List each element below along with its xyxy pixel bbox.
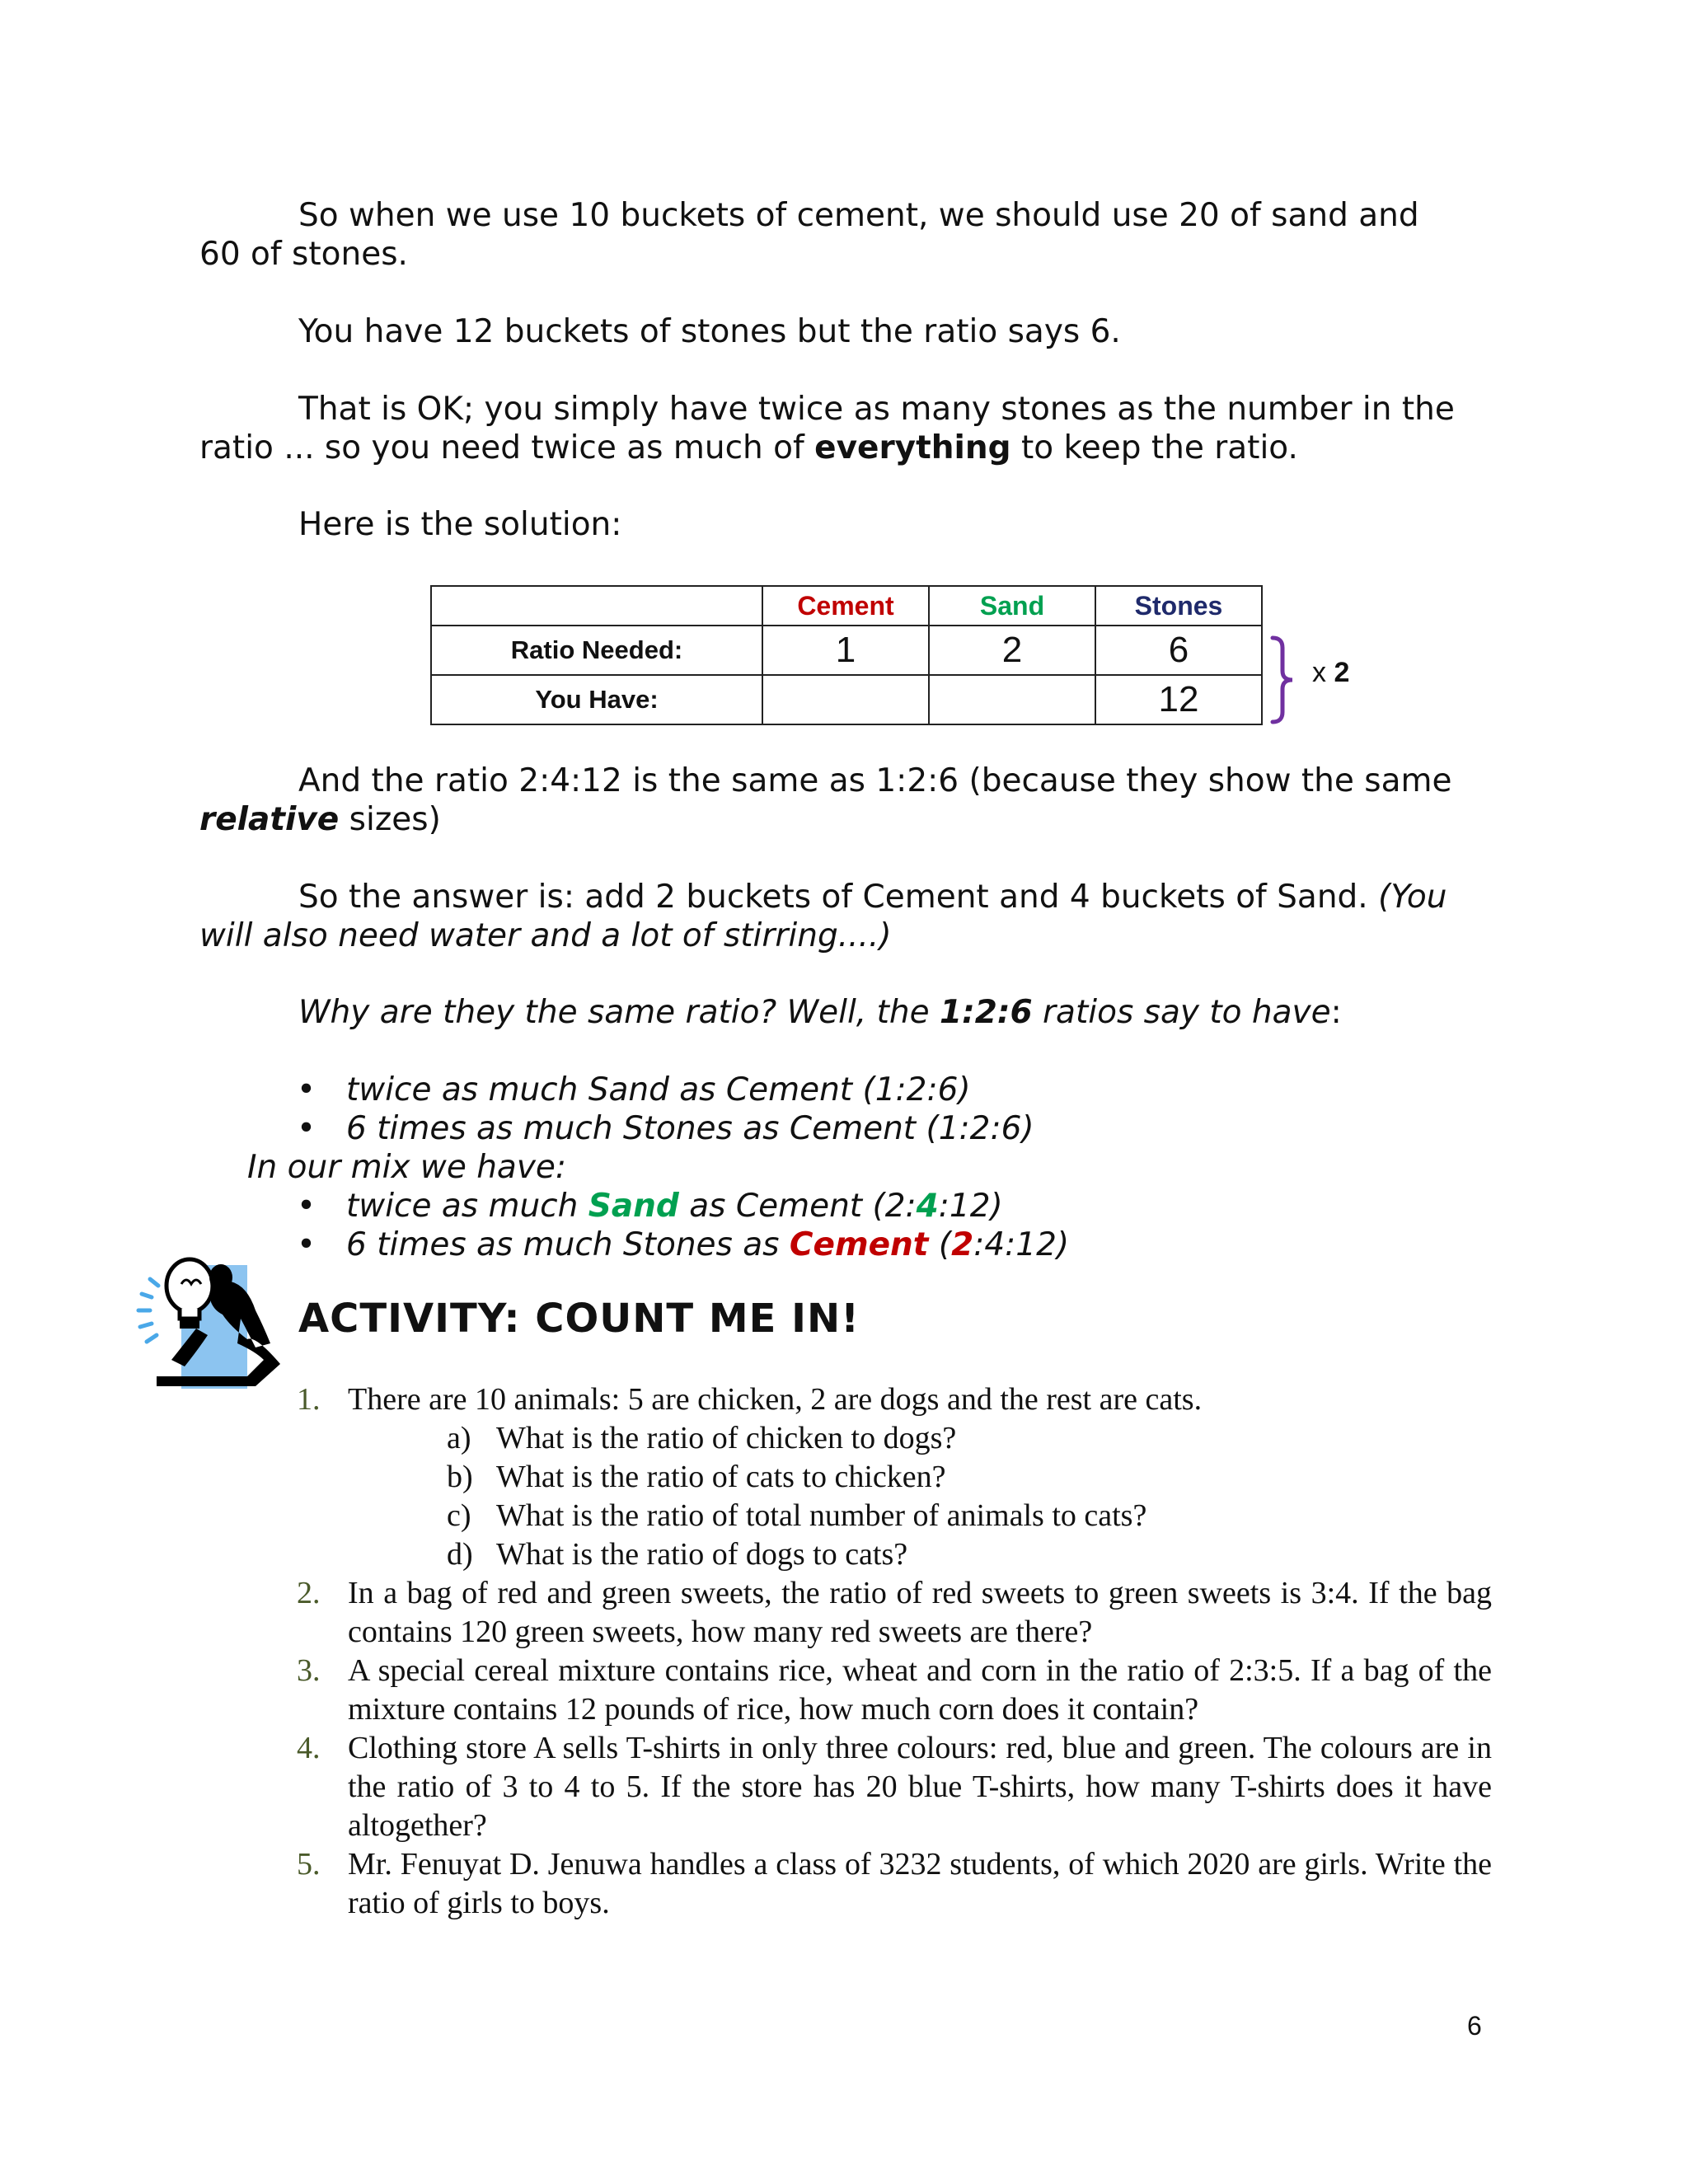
question-number: 2. bbox=[297, 1576, 321, 1610]
paragraph-text: You have 12 buckets of stones but the ratio says 6. bbox=[298, 313, 1121, 350]
sub-question-item bbox=[447, 1535, 1492, 1574]
paragraph-stones bbox=[199, 312, 1469, 351]
list-item: • 6 times as much Stones as Cement (1:2:6) bbox=[297, 1109, 1451, 1148]
table-header-sand: Sand bbox=[929, 586, 1095, 626]
question-number: 1. bbox=[297, 1382, 321, 1417]
paragraph-text: : bbox=[1330, 994, 1342, 1031]
page-number: 6 bbox=[1467, 2011, 1482, 2041]
sub-question-letter: c) bbox=[447, 1498, 471, 1533]
paragraph-answer bbox=[199, 878, 1469, 955]
sub-question-text: What is the ratio of chicken to dogs? bbox=[496, 1421, 957, 1455]
list-item: • twice as much Sand as Cement (1:2:6) bbox=[297, 1071, 1451, 1109]
paragraph-why-same bbox=[199, 993, 1469, 1032]
mix-intro: In our mix we have: bbox=[247, 1149, 567, 1186]
question-text: A special cereal mixture contains rice, wheat and corn in the ratio of 2:3:5. If a bag of the mixture contains 12 pounds of rice, how much corn does it contain? bbox=[348, 1653, 1492, 1727]
sub-question-letter: d) bbox=[447, 1537, 473, 1572]
table-cell: 12 bbox=[1095, 675, 1262, 724]
table-corner-cell bbox=[431, 586, 762, 626]
table-row-label: Ratio Needed: bbox=[431, 626, 762, 675]
paragraph-cement-sand bbox=[199, 196, 1469, 274]
curly-brace-icon bbox=[1268, 635, 1301, 725]
italic-text: (You will also need water and a lot of stirring....) bbox=[199, 879, 1447, 954]
sub-question-text: What is the ratio of cats to chicken? bbox=[496, 1460, 946, 1494]
highlight-sand: Sand bbox=[588, 1188, 679, 1225]
paragraph-text: So when we use 10 buckets of cement, we should use 20 of sand and 60 of stones. bbox=[199, 197, 1419, 273]
question-number: 5. bbox=[297, 1847, 321, 1882]
list-item bbox=[297, 1187, 1451, 1226]
list-text: 6 times as much Stones as bbox=[346, 1226, 790, 1263]
list-item bbox=[297, 1226, 1451, 1264]
table-cell: 1 bbox=[762, 626, 929, 675]
paragraph-text: sizes) bbox=[339, 801, 441, 838]
question-item bbox=[297, 1574, 1492, 1652]
italic-text: Why are they the same ratio? Well, the bbox=[298, 994, 940, 1031]
question-text: There are 10 animals: 5 are chicken, 2 are dogs and the rest are cats. bbox=[348, 1382, 1203, 1417]
table-header-row bbox=[431, 586, 1262, 626]
table-row bbox=[431, 675, 1262, 724]
paragraph-text: Here is the solution: bbox=[298, 506, 622, 543]
question-text: Mr. Fenuyat D. Jenuwa handles a class of 3232 students, of which 2020 are girls. Write the ratio of girls to boys. bbox=[348, 1847, 1492, 1920]
highlight-cement: Cement bbox=[789, 1226, 929, 1263]
highlight-number: 2 bbox=[951, 1226, 974, 1263]
sub-question-item bbox=[447, 1419, 1492, 1458]
sub-question-item bbox=[447, 1497, 1492, 1535]
italic-text: ratios say to have bbox=[1032, 994, 1331, 1031]
sub-question-list bbox=[348, 1419, 1492, 1574]
paragraph-solution-intro bbox=[199, 505, 1469, 544]
sub-question-text: What is the ratio of total number of animals to cats? bbox=[496, 1498, 1147, 1533]
list-text: as Cement (2: bbox=[678, 1188, 917, 1225]
multiplier-prefix: x bbox=[1312, 657, 1334, 688]
question-item bbox=[297, 1729, 1492, 1845]
paragraph-same-ratio bbox=[199, 762, 1469, 839]
list-text: :4:12) bbox=[973, 1226, 1070, 1263]
table-cell: 2 bbox=[929, 626, 1095, 675]
question-item bbox=[297, 1380, 1492, 1574]
sub-question-item bbox=[447, 1458, 1492, 1497]
question-item bbox=[297, 1845, 1492, 1923]
question-list bbox=[297, 1380, 1492, 1923]
paragraph-twice-stones bbox=[199, 390, 1469, 467]
multiplier-value: 2 bbox=[1334, 657, 1350, 688]
bullet-list-mix bbox=[297, 1187, 1451, 1264]
highlight-number: 4 bbox=[916, 1188, 939, 1225]
multiplier-label bbox=[1312, 657, 1349, 689]
table-cell bbox=[929, 675, 1095, 724]
table-header-cement: Cement bbox=[762, 586, 929, 626]
sub-question-text: What is the ratio of dogs to cats? bbox=[496, 1537, 908, 1572]
table-row-label: You Have: bbox=[431, 675, 762, 724]
paragraph-text: So the answer is: add 2 buckets of Cement and 4 buckets of Sand. bbox=[298, 879, 1379, 916]
question-item bbox=[297, 1652, 1492, 1729]
lightbulb-thinker-icon bbox=[132, 1236, 288, 1393]
sub-question-letter: b) bbox=[447, 1460, 473, 1494]
question-number: 3. bbox=[297, 1653, 321, 1688]
bullet-list-ratio bbox=[297, 1071, 1451, 1148]
paragraph-text: That is OK; you simply have twice as many stones as the number in the ratio ... so you need twice as much of bbox=[199, 391, 1455, 466]
bold-italic-text: 1:2:6 bbox=[940, 994, 1033, 1031]
paragraph-text: to keep the ratio. bbox=[1010, 429, 1298, 466]
list-text: :12) bbox=[938, 1188, 1003, 1225]
list-text: twice as much bbox=[346, 1188, 588, 1225]
activity-title: ACTIVITY: COUNT ME IN! bbox=[298, 1296, 860, 1342]
sub-question-letter: a) bbox=[447, 1421, 471, 1455]
bold-italic-text: relative bbox=[199, 801, 340, 838]
list-text: ( bbox=[928, 1226, 952, 1263]
table-header-stones: Stones bbox=[1095, 586, 1262, 626]
table-cell: 6 bbox=[1095, 626, 1262, 675]
question-text: Clothing store A sells T-shirts in only three colours: red, blue and green. The colours are in the ratio of 3 to 4 to 5. If the store has 20 blue T-shirts, how many T-shirts does it have altogether? bbox=[348, 1731, 1492, 1843]
table-row bbox=[431, 626, 1262, 675]
question-number: 4. bbox=[297, 1731, 321, 1765]
bold-text: everything bbox=[814, 429, 1011, 466]
question-text: In a bag of red and green sweets, the ratio of red sweets to green sweets is 3:4. If the bag contains 120 green sweets, how many red sweets are there? bbox=[348, 1576, 1492, 1649]
table-cell bbox=[762, 675, 929, 724]
ratio-table bbox=[430, 585, 1263, 725]
paragraph-text: And the ratio 2:4:12 is the same as 1:2:6 (because they show the same bbox=[298, 762, 1452, 799]
